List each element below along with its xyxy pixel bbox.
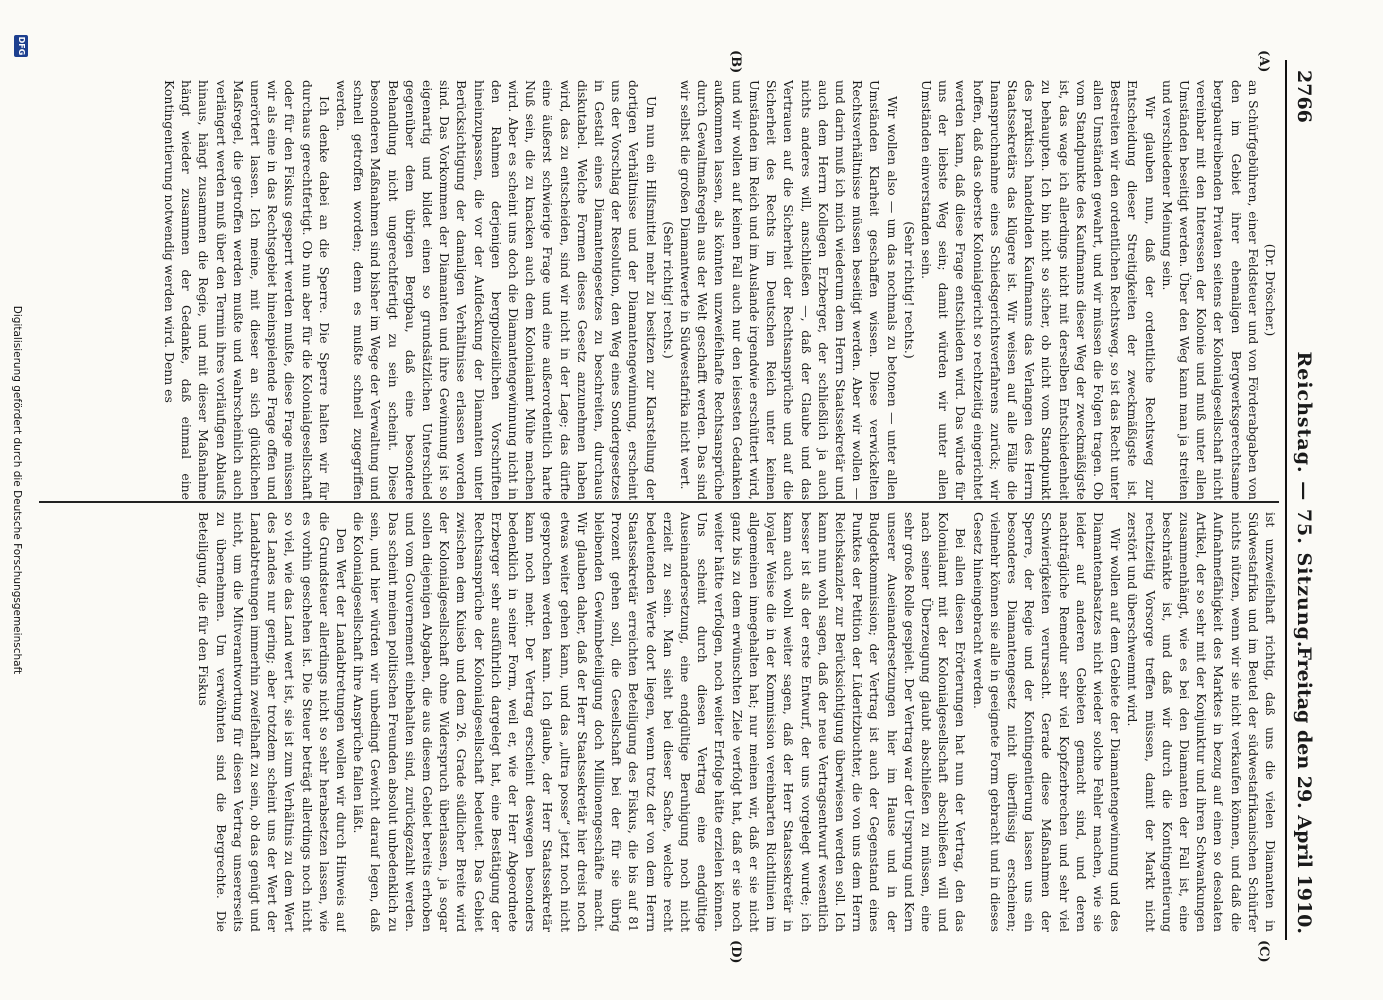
paragraph: Um nun ein Hilfsmittel mehr zu besitzen zur Klarstellung der dortigen Verhältnisse und der Diamantengewinnung, erscheint uns der Vorschlag der Resolution, den Weg eines Sondergesetzes in Gestalt eines Diamantengesetzes zu beschreiten, durchaus diskutabel. Welche Formen dieses Gesetz anzunehmen haben wird, das zu entscheiden, sind wir nicht in der Lage; das dürfte eine äußerst schwierige Frage und eine außerordentlich harte Nuß sein, die zu knacken auch dem Kolonialamt Mühe machen wird. Aber es scheint uns doch die Diamantengewinnung nicht in den Rahmen derjenigen bergpolizeilichen Vorschriften hineinzupassen, die vor der Aufdeckung der Diamanten unter Berücksichtigung der damaligen Verhältnisse erlassen worden sind. Das Vorkommen der Diamanten und ihre Gewinnung ist so eigenartig und bildet einen so grundsätzlichen Unterschied gegenüber dem übrigen Bergbau, daß eine besondere Behandlung nicht ungerechtfertigt zu sein scheint. Diese besonderen Maßnahmen sind bisher im Wege der Verwaltung und schnell getroffen worden; denn es mußte schnell zugegriffen werden.: [334, 80, 659, 500]
paragraph: Wir wollen auf dem Gebiete der Diamantengewinnung und des Diamantenabsatzes nicht wieder solche Fehler machen, wie sie leider auf anderen Gebieten gemacht sind, und deren nachträgliche Remedur sehr viel Kopfzerbrechen und sehr viel Schwierigkeiten verursacht. Gerade diese Maßnahmen der Sperre, der Regie und der Kontingentierung lassen uns ein besonderes Diamantengesetz nicht überflüssig erscheinen; vielmehr können sie alle in geeignete Form gebracht und in dieses Gesetz hineingebracht werden.: [970, 512, 1124, 932]
paragraph: Wir glauben nun, daß der ordentliche Rechtsweg zur Entscheidung dieser Streitigkeiten der zweckmäßigste ist. Bestreiten wir den ordentlichen Rechtsweg, so ist das Recht unter allen Umständen gewahrt, und wir müssen die Folgen tragen. Ob vom Standpunkte des Kaufmanns dieser Weg der zweckmäßigste ist, das wage ich allerdings nicht mit derselben Entschiedenheit zu behaupten. Ich bin nicht so sicher, ob nicht vom Standpunkt des praktisch handelnden Kaufmanns das Verlangen des Herrn Staatssekretärs das klügere ist. Wir weisen auf alle Fälle die Inanspruchnahme eines Schiedsgerichtsverfahrens zurück; wir hoffen, daß das oberste Kolonialgericht so rechtzeitig eingerichtet werden kann, daß diese Frage entschieden wird. Das würde für uns der liebste Weg sein; damit würden wir unter allen Umständen einverstanden sein.: [918, 80, 1158, 500]
margin-marker-b: (B): [728, 50, 743, 74]
page-title: Reichstag. — 75. Sitzung.: [1293, 351, 1315, 649]
dfg-logo: DFG: [14, 35, 28, 57]
column-divider: [39, 501, 1279, 503]
right-column: [39, 512, 1279, 932]
margin-marker-a: (A): [1256, 50, 1271, 73]
paragraph: an Schürfgebühren, einer Feldsteuer und von Förderabgaben von den im Gebiet ihrer ehemaligen Bergwerksgerechtsame bergbautreibenden Privaten seitens der Kolonialgesellschaft nicht vereinbar mit den Interessen der Kolonie und muß unter allen Umständen beseitigt werden. Über den Weg kann man ja streiten und verschiedener Meinung sein.: [1159, 80, 1261, 500]
paragraph: Bei allen diesen Erörterungen hat nun der Vertrag, den das Kolonialamt mit der Kolonialgesellschaft abschließen will und nach seiner Überzeugung glaubt abschließen zu müssen, eine sehr große Rolle gespielt. Der Vertrag war der Ursprung und Kern unserer Auseinandersetzungen hier im Hause und in der Budgetkommission; der Vertrag ist auch der Gegenstand eines Punktes der Petition der Lüderitzbuchter, die von uns dem Herrn Reichskanzler zur Berücksichtigung überwiesen werden soll. Ich kann nun wohl sagen, daß der neue Vertragsentwurf wesentlich besser ist als der erste Entwurf, der uns vorgelegt wurde; ich kann auch wohl weiter sagen, daß der Herr Staatssekretär in loyaler Weise die in der Kommission vereinbarten Richtlinien im allgemeinen innegehalten hat; nur meinen wir, daß er sie nicht ganz bis zu dem erwünschten Ziele verfolgt hat, daß er sie noch weiter hätte verfolgen, noch weiter Erfolge hätte erzielen können. Uns scheint durch diesen Vertrag eine endgültige Auseinandersetzung, eine endgültige Beruhigung noch nicht erzielt zu sein. Man sieht bei dieser Sache, welche recht bedeutenden Werte dort liegen, wenn trotz der von dem Herrn Staatssekretär erreichten Beteiligung des Fiskus, die bis auf 81 Prozent gehen soll, die Gesellschaft bei der für sie übrig bleibenden Gewinnbeteiligung doch Millionengeschäfte macht. Wir glauben daher, daß der Herr Staatssekretär hier dreist noch etwas weiter gehen kann, und das „ultra posse“ jetzt noch nicht gesprochen werden kann. Ich glaube, der Herr Staatssekretär kann noch mehr. Der Vertrag erscheint deswegen besonders bedenklich in seiner Form, weil er, wie der Herr Abgeordnete Erzberger sehr ausführlich dargelegt hat, eine Bestätigung der Rechtsansprüche der Kolonialgesellschaft bedeutet. Das Gebiet zwischen dem Kuiseb und dem 26. Grade südlicher Breite wird der Kolonialgesellschaft ohne Widerspruch überlassen, ja sogar sollen diejenigen Abgaben, die aus diesem Gebiet bereits erhoben und vom Gouvernement einbehalten sind, zurückgezahlt werden. Das scheint meinen politischen Freunden absolut unbedenklich zu sein, und hier würden wir unbedingt Gewicht darauf legen, daß die Kolonialgesellschaft ihre Ansprüche fallen läßt.: [351, 512, 969, 932]
interjection: (Sehr richtig! rechts.): [660, 221, 676, 359]
margin-marker-c: (C): [1256, 940, 1271, 963]
speaker-label: (Dr. Dröscher.): [1263, 243, 1278, 337]
left-column: [39, 80, 1279, 500]
page-header: [1285, 60, 1321, 940]
paragraph: Ich denke dabei an die Sperre. Die Sperre halten wir für durchaus gerechtfertigt. Ob nun aber für die Kolonialgesellschaft oder für den Fiskus gesperrt werden mußte, diese Frage müssen wir als eine in das Rechtsgebiet hineinspielende Frage offen und unerörtert lassen. Ich meine, mit dieser an sich glücklichen Maßregel, die getroffen werden mußte und wahrscheinlich auch verlängert werden muß über den Termin ihres vorläufigen Ablaufs hinaus, hängt zusammen die Regie, und mit dieser Maßnahme hängt wieder zusammen der Gedanke, daß einmal eine Kontingentierung notwendig werden wird. Denn es: [162, 80, 332, 500]
digitization-credit: Digitalisierung gefördert durch die Deutsche Forschungsgemeinschaft: [11, 305, 23, 675]
session-date: Freitag den 29. April 1910.: [1293, 646, 1315, 934]
paragraph: Den Wert der Landabtretungen wollen wir durch Hinweis auf die Grundsteuer allerdings nicht so sehr herabsetzen lassen, wie es vorhin geschehen ist. Die Steuer beträgt allerdings noch nicht so viel, wie das Land wert ist, sie ist zum Verhältnis zu dem Wert des Landes nur gering; aber trotzdem scheint uns der Wert der Landabtretungen immerhin zweifelhaft zu sein, ob das genügt und nicht, um die Mitverantwortung für diesen Vertrag unsererseits zu übernehmen. Um verwöhnten sind die Bergrechte. Die Beteiligung, die für den Fiskus: [196, 512, 350, 932]
margin-marker-d: (D): [728, 940, 743, 964]
page-number: 2766: [1293, 70, 1315, 123]
paragraph: Wir wollen also — um das nochmals zu betonen — unter allen Umständen Klarheit geschaffen wissen. Diese verwickelten Rechtsverhältnisse müssen beseitigt werden. Aber wir wollen — und darin muß ich mich wiederum dem Herrn Staatssekretär und auch dem Herrn Kollegen Erzberger, der schließlich ja auch nichts anderes will, anschließen —, daß der Glaube und das Vertrauen auf die Sicherheit der Rechtsansprüche und auf die Sicherheit des Rechts im Deutschen Reich unter keinen Umständen im Reich und im Auslande irgendwie erschüttert wird, und wir wollen auf keinen Fall auch nur den leisesten Gedanken aufkommen lassen, als könnten unzweifelhafte Rechtsansprüche durch Gewaltmaßregeln aus der Welt geschafft werden. Das sind wir selbst die großen Diamantwerte in Südwestafrika nicht wert.: [678, 80, 900, 500]
paragraph: ist unzweifelhaft richtig, daß uns die vielen Diamanten in Südwestafrika und im Beutel der südwestafrikanischen Schürfer nichts nützen, wenn wir sie nicht verkaufen können, und daß die Aufnahmefähigkeit des Marktes in bezug auf einen so desolaten Artikel, der so sehr mit der Konjunktur und ihren Schwankungen zusammenhängt, wie es bei den Diamanten der Fall ist, eine beschränkte ist, und daß wir durch die Kontingentierung rechtzeitig Vorsorge treffen müssen, damit der Markt nicht zerstört und überschwemmt wird.: [1125, 512, 1278, 932]
interjection: (Sehr richtig! rechts.): [901, 221, 917, 359]
